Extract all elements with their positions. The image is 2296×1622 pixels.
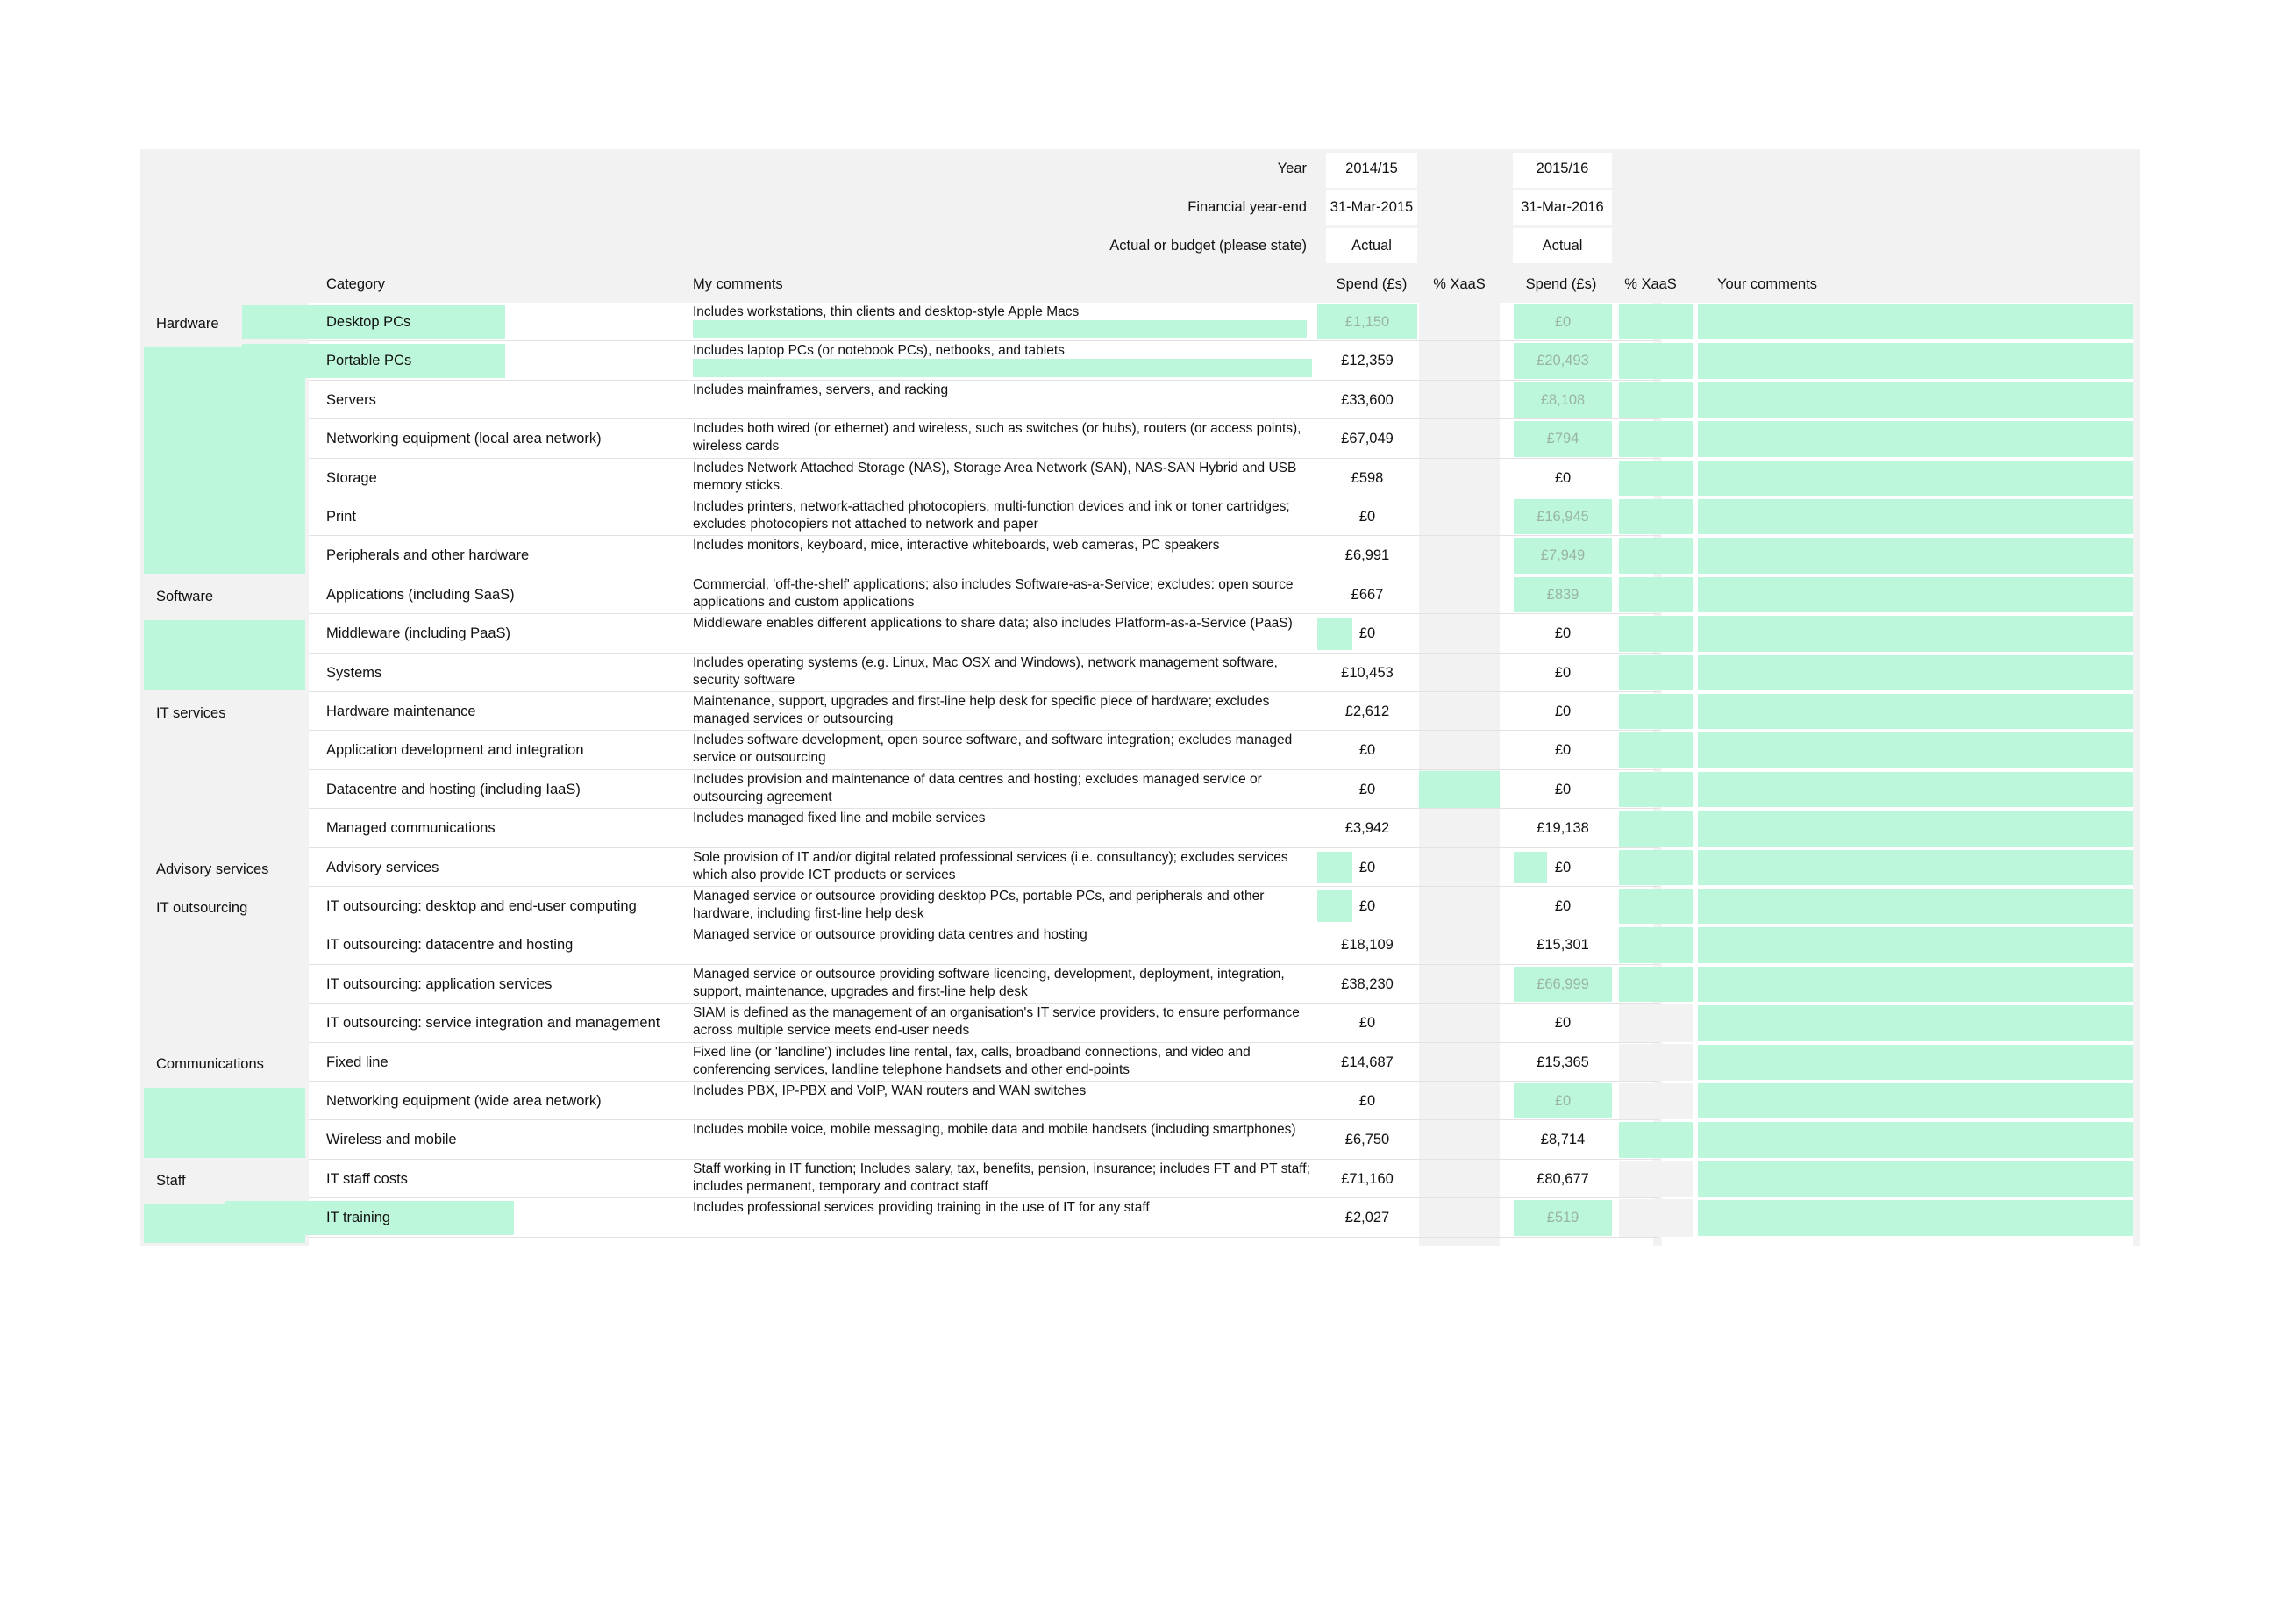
row-comment: Includes workstations, thin clients and desktop-style Apple Macs — [693, 304, 1080, 319]
row-comment: Maintenance, support, upgrades and first-line help desk for specific piece of hardware; excludes managed services or outsourcing — [693, 694, 1270, 726]
your-comments-input[interactable] — [1698, 461, 2133, 496]
row-category: IT outsourcing: application services — [326, 975, 553, 992]
comment-input-highlight[interactable] — [693, 359, 1312, 376]
column-header-spend-2014: Spend (£s) — [1336, 276, 1408, 292]
row-spend-2015[interactable]: £19,138 — [1537, 820, 1589, 837]
xaas-2015-cell — [1619, 1044, 1693, 1081]
your-comments-input[interactable] — [1698, 927, 2133, 962]
your-comments-input[interactable] — [1698, 850, 2133, 885]
row-category: IT training — [326, 1210, 391, 1226]
your-comments-input[interactable] — [1698, 1045, 2133, 1080]
row-category: Application development and integration — [326, 742, 584, 759]
row-separator — [309, 613, 1659, 614]
xaas-2014-highlight[interactable] — [1419, 771, 1500, 808]
row-category: Desktop PCs — [326, 314, 411, 330]
group-it-outsourcing: IT outsourcing — [156, 900, 248, 916]
your-comments-input[interactable] — [1698, 382, 2133, 418]
your-comments-input[interactable] — [1698, 304, 2133, 339]
row-separator — [309, 1237, 1659, 1238]
your-comments-input[interactable] — [1698, 343, 2133, 378]
row-category: Print — [326, 509, 356, 525]
row-spend-2015[interactable]: £20,493 — [1537, 353, 1589, 369]
row-separator — [309, 1081, 1659, 1082]
row-separator — [309, 653, 1659, 654]
row-spend-2015[interactable]: £0 — [1554, 898, 1572, 914]
group-it-services: IT services — [156, 705, 226, 721]
your-comments-input[interactable] — [1698, 811, 2133, 846]
your-comments-input[interactable] — [1698, 1161, 2133, 1197]
actual-2014: Actual — [1351, 238, 1392, 254]
row-spend-2015[interactable]: £0 — [1554, 314, 1572, 330]
row-separator — [309, 808, 1659, 809]
row-spend-2015[interactable]: £0 — [1554, 781, 1572, 797]
xaas-2015-input[interactable] — [1619, 421, 1693, 456]
group-hardware: Hardware — [156, 316, 219, 332]
row-separator — [309, 535, 1659, 536]
row-category: Middleware (including PaaS) — [326, 625, 511, 642]
xaas-2015-cell — [1619, 1083, 1693, 1119]
xaas-2015-input[interactable] — [1619, 461, 1693, 496]
xaas-2015-input[interactable] — [1619, 732, 1693, 768]
row-spend-2014[interactable]: £3,942 — [1344, 820, 1390, 837]
row-spend-2015[interactable]: £0 — [1554, 1093, 1572, 1109]
row-spend-2015[interactable]: £839 — [1546, 586, 1579, 603]
your-comments-input[interactable] — [1698, 772, 2133, 807]
year-label: Year — [1277, 161, 1307, 176]
row-separator — [309, 730, 1659, 731]
group-advisory-services: Advisory services — [156, 861, 269, 877]
xaas-2015-input[interactable] — [1619, 304, 1693, 339]
xaas-2015-cell — [1619, 1161, 1693, 1197]
row-spend-2014[interactable]: £0 — [1358, 859, 1376, 875]
row-separator — [309, 1159, 1659, 1160]
row-category: IT outsourcing: datacentre and hosting — [326, 937, 574, 954]
row-spend-2015[interactable]: £15,365 — [1537, 1054, 1589, 1070]
row-spend-2015[interactable]: £8,714 — [1540, 1132, 1586, 1148]
row-comment: Includes operating systems (e.g. Linux, Mac OSX and Windows), network management software, security software — [693, 654, 1278, 688]
your-comments-input[interactable] — [1698, 694, 2133, 729]
row-category: IT staff costs — [326, 1170, 408, 1187]
xaas-2015-input[interactable] — [1619, 889, 1693, 924]
fye-label: Financial year-end — [1187, 199, 1307, 215]
row-category: IT outsourcing: desktop and end-user computing — [326, 898, 637, 914]
row-spend-2014[interactable]: £2,027 — [1344, 1210, 1390, 1226]
your-comments-input[interactable] — [1698, 967, 2133, 1002]
row-comment: Sole provision of IT and/or digital related professional services (i.e. consultancy); excludes services which also provide ICT products or services — [693, 849, 1288, 882]
row-category: Wireless and mobile — [326, 1132, 457, 1148]
row-spend-2015[interactable]: £0 — [1554, 664, 1572, 681]
row-separator — [309, 380, 1659, 381]
row-spend-2015[interactable]: £0 — [1554, 859, 1572, 875]
row-comment: Managed service or outsource providing software licencing, development, deployment, integration, support, maintenance, upgrades and first-line help desk — [693, 966, 1285, 999]
xaas-2015-input[interactable] — [1619, 850, 1693, 885]
your-comments-input[interactable] — [1698, 499, 2133, 534]
row-spend-2014[interactable]: £38,230 — [1341, 975, 1394, 992]
row-spend-2014[interactable]: £0 — [1358, 1015, 1376, 1032]
your-comments-input[interactable] — [1698, 889, 2133, 924]
xaas-2015-input[interactable] — [1619, 499, 1693, 534]
row-comment: Fixed line (or 'landline') includes line rental, fax, calls, broadband connections, and video and conferencing services, landline telephone handsets and other end-points — [693, 1044, 1251, 1077]
xaas-2015-input[interactable] — [1619, 694, 1693, 729]
row-spend-2014[interactable]: £12,359 — [1341, 353, 1394, 369]
row-comment: SIAM is defined as the management of an organisation's IT service providers, to ensure performance across multiple service meets end-user needs — [693, 1005, 1300, 1039]
row-comment: Managed service or outsource providing desktop PCs, portable PCs, and peripherals and other hardware, including first-line help desk — [693, 889, 1265, 921]
row-comment: Includes laptop PCs (or notebook PCs), netbooks, and tablets — [693, 343, 1065, 359]
row-spend-2014[interactable]: £0 — [1358, 742, 1376, 759]
row-spend-2015[interactable]: £16,945 — [1537, 509, 1589, 525]
row-comment: Includes printers, network-attached photocopiers, multi-function devices and ink or toner cartridges; excludes photocopiers not attached to network and paper — [693, 499, 1290, 532]
your-comments-input[interactable] — [1698, 538, 2133, 573]
row-spend-2014[interactable]: £18,109 — [1341, 937, 1394, 954]
row-separator — [309, 886, 1659, 887]
xaas-2015-input[interactable] — [1619, 927, 1693, 962]
group-communications: Communications — [156, 1056, 264, 1072]
row-spend-2014[interactable]: £14,687 — [1341, 1054, 1394, 1070]
row-spend-2015[interactable]: £0 — [1554, 704, 1572, 719]
xaas-2015-input[interactable] — [1619, 811, 1693, 846]
row-spend-2014[interactable]: £33,600 — [1341, 391, 1394, 408]
row-spend-2014[interactable]: £10,453 — [1341, 664, 1394, 681]
row-category: Applications (including SaaS) — [326, 586, 515, 603]
column-header-xaas-2014: % XaaS — [1433, 276, 1486, 292]
xaas-2015-input[interactable] — [1619, 967, 1693, 1002]
row-spend-2014[interactable]: £598 — [1351, 469, 1384, 486]
xaas-2015-input[interactable] — [1619, 382, 1693, 418]
row-separator — [309, 1197, 1659, 1198]
row-spend-2014[interactable]: £6,991 — [1344, 547, 1390, 564]
row-separator — [309, 340, 1659, 341]
xaas-2015-input[interactable] — [1619, 616, 1693, 651]
column-header-category: Category — [326, 276, 385, 292]
group-highlight — [144, 1088, 305, 1158]
row-spend-2015[interactable]: £0 — [1554, 625, 1572, 642]
row-category: Servers — [326, 391, 376, 408]
row-spend-2014[interactable]: £6,750 — [1344, 1132, 1390, 1148]
row-category: Datacentre and hosting (including IaaS) — [326, 781, 581, 797]
row-category: Managed communications — [326, 820, 496, 837]
row-spend-2015[interactable]: £0 — [1554, 469, 1572, 486]
row-comment: Includes mainframes, servers, and racking — [693, 382, 949, 397]
row-category: Fixed line — [326, 1054, 389, 1070]
group-highlight — [144, 347, 305, 574]
xaas-2015-input[interactable] — [1619, 1122, 1693, 1157]
xaas-2015-input[interactable] — [1619, 655, 1693, 690]
row-category: Peripherals and other hardware — [326, 547, 530, 564]
xaas-2015-input[interactable] — [1619, 772, 1693, 807]
row-spend-2015[interactable]: £7,949 — [1540, 547, 1586, 564]
your-comments-input[interactable] — [1698, 421, 2133, 456]
row-category: Storage — [326, 469, 377, 486]
your-comments-input[interactable] — [1698, 732, 2133, 768]
row-spend-2014[interactable]: £0 — [1358, 509, 1376, 525]
row-comment: Includes PBX, IP-PBX and VoIP, WAN routers and WAN switches — [693, 1083, 1087, 1098]
your-comments-input[interactable] — [1698, 1005, 2133, 1040]
year-2014: 2014/15 — [1345, 161, 1398, 176]
your-comments-input[interactable] — [1698, 655, 2133, 690]
right-edge — [2133, 303, 2140, 1246]
actual-2015: Actual — [1542, 238, 1583, 254]
row-comment: Staff working in IT function; Includes salary, tax, benefits, pension, insurance; includes FT and PT staff; includes permanent, temporary and contract staff — [693, 1161, 1310, 1194]
fye-2014: 31-Mar-2015 — [1330, 199, 1414, 215]
your-comments-input[interactable] — [1698, 577, 2133, 612]
row-spend-2015[interactable]: £15,301 — [1537, 937, 1589, 954]
xaas-2015-cell — [1619, 1004, 1693, 1041]
row-spend-2015[interactable]: £794 — [1546, 431, 1579, 447]
row-separator — [309, 1003, 1659, 1004]
column-header-your-comments: Your comments — [1717, 276, 1818, 292]
row-spend-2015[interactable]: £0 — [1554, 1015, 1572, 1032]
row-category: Portable PCs — [326, 353, 412, 369]
row-category: Networking equipment (local area network) — [326, 431, 602, 447]
xaas-2015-input[interactable] — [1619, 538, 1693, 573]
row-comment: Includes software development, open source software, and software integration; excludes managed service or outsourcing — [693, 732, 1293, 766]
column-header-my-comments: My comments — [693, 276, 783, 292]
row-spend-2014[interactable]: £0 — [1358, 1093, 1376, 1109]
row-comment: Includes Network Attached Storage (NAS), Storage Area Network (SAN), NAS-SAN Hybrid and USB memory sticks. — [693, 460, 1297, 493]
row-separator — [309, 847, 1659, 848]
row-spend-2015[interactable]: £8,108 — [1540, 391, 1586, 408]
group-highlight — [144, 620, 305, 690]
column-header-xaas-2015: % XaaS — [1624, 276, 1677, 292]
row-spend-2014[interactable]: £667 — [1351, 586, 1384, 603]
row-spend-2014[interactable]: £2,612 — [1344, 704, 1390, 719]
year-2015: 2015/16 — [1536, 161, 1589, 176]
xaas-2015-input[interactable] — [1619, 343, 1693, 378]
row-spend-2015[interactable]: £80,677 — [1537, 1170, 1589, 1187]
row-separator — [309, 1042, 1659, 1043]
budget-sheet — [140, 149, 2140, 1246]
row-separator — [309, 1119, 1659, 1120]
row-comment: Includes mobile voice, mobile messaging, mobile data and mobile handsets (including smartphones) — [693, 1122, 1296, 1138]
xaas-2015-cell — [1619, 1199, 1693, 1236]
your-comments-input[interactable] — [1698, 1200, 2133, 1235]
row-comment: Middleware enables different applications to share data; also includes Platform-as-a-Service (PaaS) — [693, 616, 1293, 632]
row-category: Networking equipment (wide area network) — [326, 1093, 602, 1109]
row-spend-2014[interactable]: £1,150 — [1344, 314, 1390, 330]
row-separator — [309, 769, 1659, 770]
actual-label: Actual or budget (please state) — [1109, 238, 1307, 254]
group-software: Software — [156, 589, 214, 604]
row-comment: Managed service or outsource providing data centres and hosting — [693, 927, 1087, 943]
row-category: Advisory services — [326, 859, 439, 875]
row-spend-2014[interactable]: £67,049 — [1341, 431, 1394, 447]
row-separator — [309, 964, 1659, 965]
row-comment: Commercial, 'off-the-shelf' applications; also includes Software-as-a-Service; excludes: open source applications and custom applications — [693, 576, 1294, 610]
row-comment: Includes monitors, keyboard, mice, interactive whiteboards, web cameras, PC speakers — [693, 538, 1220, 554]
group-staff: Staff — [156, 1173, 186, 1189]
your-comments-input[interactable] — [1698, 1083, 2133, 1118]
row-spend-2014[interactable]: £0 — [1358, 625, 1376, 642]
row-separator — [309, 458, 1659, 459]
row-separator — [309, 691, 1659, 692]
row-spend-2014[interactable]: £0 — [1358, 781, 1376, 797]
row-comment: Includes managed fixed line and mobile services — [693, 811, 986, 826]
xaas-2015-input[interactable] — [1619, 577, 1693, 612]
fye-2015: 31-Mar-2016 — [1521, 199, 1604, 215]
row-category: IT outsourcing: service integration and management — [326, 1015, 660, 1032]
row-spend-2015[interactable]: £66,999 — [1537, 975, 1589, 992]
row-category: Systems — [326, 664, 382, 681]
row-comment: Includes provision and maintenance of data centres and hosting; excludes managed service or outsourcing agreement — [693, 771, 1262, 804]
row-spend-2015[interactable]: £519 — [1546, 1210, 1579, 1226]
comment-input-highlight[interactable] — [693, 320, 1307, 338]
row-comment: Includes both wired (or ethernet) and wireless, such as switches (or hubs), routers (or access points), wireless cards — [693, 421, 1301, 454]
row-category: Hardware maintenance — [326, 704, 476, 719]
your-comments-input[interactable] — [1698, 1122, 2133, 1157]
row-spend-2014[interactable]: £0 — [1358, 898, 1376, 914]
your-comments-input[interactable] — [1698, 616, 2133, 651]
column-header-spend-2015: Spend (£s) — [1525, 276, 1597, 292]
row-spend-2015[interactable]: £0 — [1554, 742, 1572, 759]
row-separator — [309, 418, 1659, 419]
row-comment: Includes professional services providing training in the use of IT for any staff — [693, 1200, 1150, 1216]
row-spend-2014[interactable]: £71,160 — [1341, 1170, 1394, 1187]
